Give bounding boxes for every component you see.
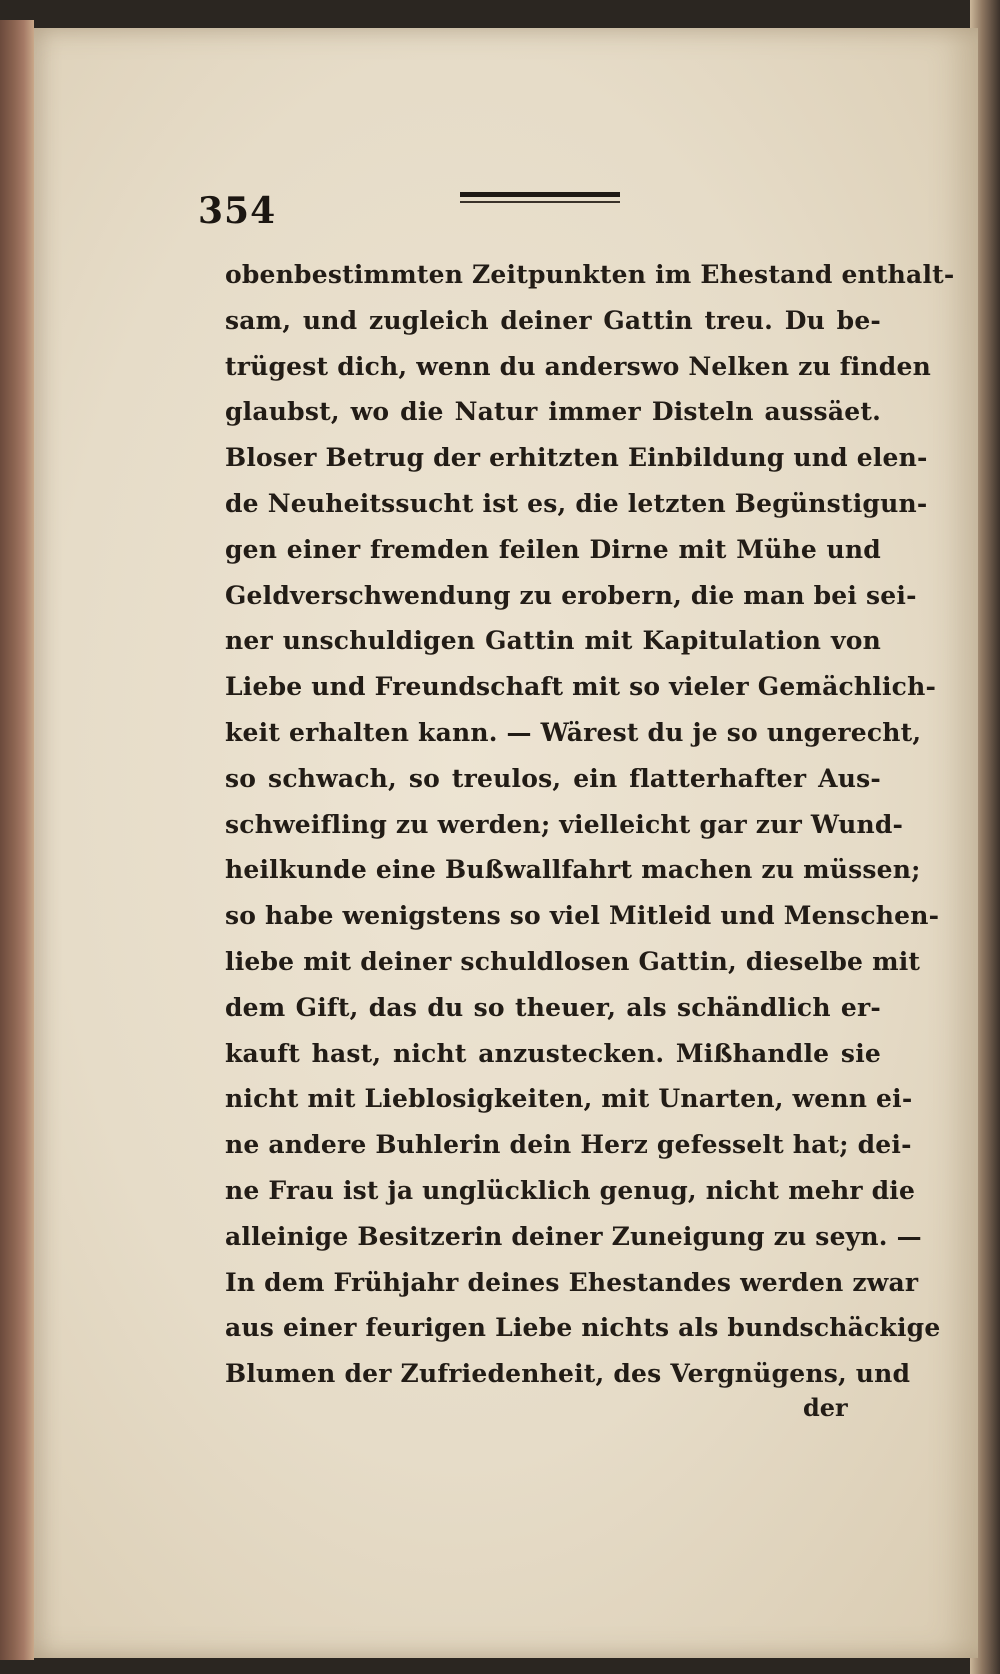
text-line: ne Frau ist ja unglücklich genug, nicht mehr die — [225, 1175, 916, 1205]
text-line: schweifling zu werden; vielleicht gar zur Wund- — [225, 809, 904, 839]
text-line: ner unschuldigen Gattin mit Kapitulation von — [225, 626, 881, 656]
text-line: nicht mit Lieblosigkeiten, mit Unarten, wenn ei- — [225, 1084, 913, 1114]
text-line: Geldverschwendung zu erobern, die man bei sei- — [225, 580, 917, 610]
text-line: kauft hast, nicht anzustecken. Mißhandle sie — [225, 1038, 881, 1068]
text-line: Blumen der Zufriedenheit, des Vergnügens, und — [225, 1359, 911, 1389]
ornament-thick-bar — [460, 192, 620, 197]
text-line: de Neuheitssucht ist es, die letzten Begünstigun- — [225, 488, 928, 518]
text-line: glaubst, wo die Natur immer Disteln aussäet. — [225, 397, 881, 427]
text-line: dem Gift, das du so theuer, als schändlich er- — [225, 992, 881, 1022]
book-binding-edge — [0, 20, 34, 1660]
page-number: 354 — [198, 190, 277, 232]
text-line: heilkunde eine Bußwallfahrt machen zu müssen; — [225, 855, 921, 885]
text-line: aus einer feurigen Liebe nichts als bundschäckige — [225, 1313, 941, 1343]
ornament-thin-bar — [460, 201, 620, 203]
text-line: liebe mit deiner schuldlosen Gattin, dieselbe mit — [225, 946, 921, 976]
text-line: gen einer fremden feilen Dirne mit Mühe und — [225, 534, 881, 564]
text-line: ne andere Buhlerin dein Herz gefesselt hat; dei- — [225, 1130, 912, 1160]
text-line: Liebe und Freundschaft mit so vieler Gemächlich- — [225, 672, 937, 702]
text-line: obenbestimmten Zeitpunkten im Ehestand enthalt- — [225, 260, 955, 289]
text-line: In dem Frühjahr deines Ehestandes werden zwar — [225, 1267, 919, 1297]
text-line: trügest dich, wenn du anderswo Nelken zu finden — [225, 351, 931, 381]
text-line: alleinige Besitzerin deiner Zuneigung zu seyn. — — [225, 1221, 922, 1251]
text-line: Bloser Betrug der erhitzten Einbildung und elen- — [225, 443, 928, 473]
catchword: der — [803, 1393, 848, 1422]
text-line: keit erhalten kann. — Wärest du je so ungerecht, — [225, 717, 922, 747]
text-line: so habe wenigstens so viel Mitleid und Menschen- — [225, 901, 940, 931]
body-text — [225, 252, 955, 1397]
text-line: so schwach, so treulos, ein flatterhafter Aus- — [225, 763, 881, 793]
text-line: sam, und zugleich deiner Gattin treu. Du be- — [225, 305, 881, 335]
header-ornament-rule — [460, 192, 620, 208]
